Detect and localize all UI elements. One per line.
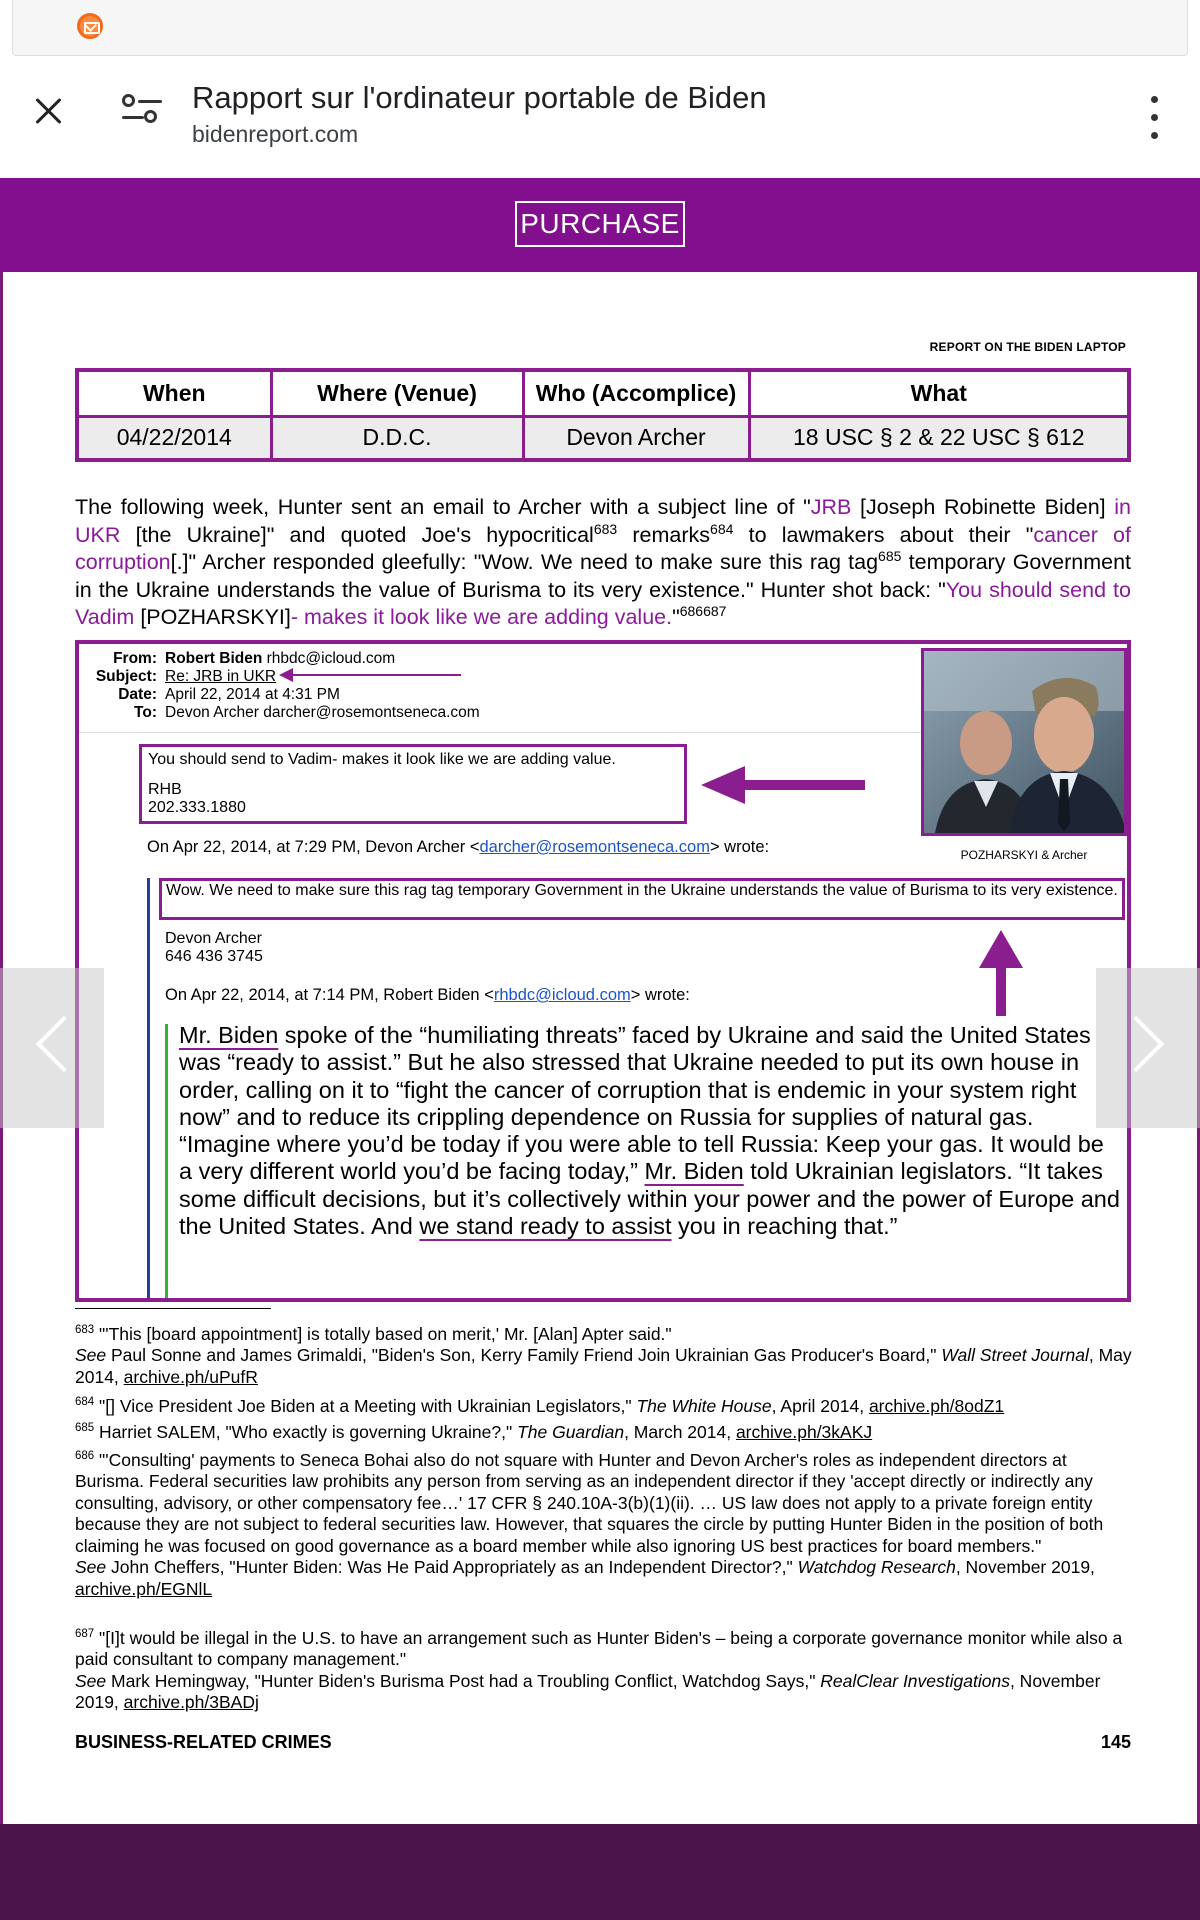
- cell-what: 18 USC § 2 & 22 USC § 612: [749, 416, 1129, 460]
- cell-who: Devon Archer: [523, 416, 749, 460]
- divider: [79, 732, 923, 733]
- col-where: Where (Venue): [271, 370, 523, 416]
- tune-icon[interactable]: [118, 86, 170, 138]
- subject-arrow: [291, 674, 461, 676]
- col-when: When: [77, 370, 271, 416]
- body-paragraph: The following week, Hunter sent an email to Archer with a subject line of "JRB [Joseph Robinette Biden] in UKR [the Ukraine]" and quoted Joe's hypocritical$^{683}$ remarks$^{684}$ to lawmakers about their "cancer of corruption[.]" Archer responded gleefully: "Wow. We need to make sure this rag tag$^{685}$ temporary Government in the Ukraine understands the value of Burisma to its very existence." Hunter shot back: "You should send to Vadim [POZHARSKYI]- makes it look like we are adding value."$^{686687}$: [75, 495, 1132, 629]
- biden-email-link[interactable]: rhbdc@icloud.com: [493, 986, 631, 1004]
- footnote-685: $^{685}$ Harriet SALEM, "Who exactly is governing Ukraine?," The Guardian, March 2014, archive.ph/3kAKJ: [75, 1421, 873, 1442]
- table-row: [77, 416, 1129, 460]
- purchase-banner: [0, 178, 1200, 272]
- footnote-686: $^{686}$ "'Consulting' payments to Seneca Bohai also do not square with Hunter and Devon Archer's roles as independent directors at Burisma. Federal securities law prohibits any person from serving as an independent director if they 'accept directly or indirectly any consulting, advisory, or other compensatory fee…' 17 CFR § 240.10A-3(b)(1)(ii). … US law does not apply to a private foreign entity because they are not subject to federal securities law. However, that squares the circle by putting Hunter Biden in the position of both claiming he was focused on good governance as a board member while also ignoring US best practices for board members." See John Cheffers, "Hunter Biden: Was He Paid Appropriately as an Independent Director?," Watchdog Research, November 2019, archive.ph/EGNlL: [75, 1449, 1104, 1599]
- section-title: BUSINESS-RELATED CRIMES: [75, 1732, 332, 1752]
- footnote-rule: [75, 1308, 271, 1309]
- arrow-left-icon: [701, 766, 867, 804]
- footnote-687: $^{687}$ "[I]t would be illegal in the U.S. to have an arrangement such as Hunter Biden's – being a corporate governance monitor while also a paid consultant to company management." See Mark Hemingway, "Hunter Biden's Burisma Post had a Troubling Conflict, Watchdog Says," RealClear Investigations, November 2019, archive.ph/3BADj: [75, 1627, 1123, 1713]
- purchase-button[interactable]: PURCHASE: [515, 201, 685, 247]
- quote-attribution-2: On Apr 22, 2014, at 7:14 PM, Robert Biden <rhbdc@icloud.com> wrote:: [165, 986, 690, 1004]
- quoted-article: Mr. Biden spoke of the “humiliating threats” faced by Ukraine and said the United States was “ready to assist.” But he also stressed that Ukraine needed to put its own house in order, calling on it to “fight the cancer of corruption that is endemic in your system right now” and to reduce its crippling dependence on Russia for supplies of natural gas. “Imagine where you’d be today if you were able to tell Russia: Keep your gas. It would be a very different world you’d be facing today,” Mr. Biden told Ukrainian legislators. “It takes some difficult decisions, but it’s collectively within your power and the power of Europe and the United States. And we stand ready to assist you in reaching that.”: [179, 1022, 1120, 1240]
- footnote-link[interactable]: archive.ph/3BADj: [123, 1692, 259, 1713]
- chevron-left-icon[interactable]: [0, 968, 104, 1128]
- crime-table: [75, 368, 1131, 462]
- col-what: What: [749, 370, 1129, 416]
- footnote-link[interactable]: archive.ph/3kAKJ: [735, 1421, 873, 1442]
- photo-caption: POZHARSKYI & Archer: [960, 848, 1088, 862]
- document-page: [0, 272, 1200, 1824]
- quote-bar: [147, 878, 150, 1302]
- chevron-right-icon[interactable]: [1096, 968, 1200, 1128]
- footnote-683: $^{683}$ "'This [board appointment] is totally based on merit,' Mr. [Alan] Apter said." See Paul Sonne and James Grimaldi, "Biden's Son, Kerry Family Friend Join Ukrainian Gas Producer's Board," Wall Street Journal, May 2014, archive.ph/uPufR: [75, 1323, 1132, 1387]
- more-vert-icon[interactable]: [1134, 90, 1174, 146]
- archer-signature: Devon Archer 646 436 3745: [165, 930, 263, 965]
- email-header: From: Robert Biden rhbdc@icloud.com Subject: Re: JRB in UKR Date: April 22, 2014 at 4:31 PM To: Devon Archer darcher@rosemontseneca.com: [95, 650, 480, 721]
- table-header-row: [77, 370, 1129, 416]
- footnote-link[interactable]: archive.ph/8odZ1: [868, 1395, 1005, 1416]
- footnote-684: $^{684}$ "[] Vice President Joe Biden at a Meeting with Ukrainian Legislators," The White House, April 2014, archive.ph/8odZ1: [75, 1395, 1005, 1416]
- email-evidence: [75, 640, 1131, 1302]
- col-who: Who (Accomplice): [523, 370, 749, 416]
- close-icon[interactable]: [22, 84, 74, 136]
- quote-attribution-1: On Apr 22, 2014, at 7:29 PM, Devon Archer <darcher@rosemontseneca.com> wrote:: [147, 838, 770, 856]
- cell-where: D.D.C.: [271, 416, 523, 460]
- archer-quote-highlight: Wow. We need to make sure this rag tag temporary Government in the Ukraine understands the value of Burisma to its very existence.: [159, 878, 1125, 920]
- archer-email-link[interactable]: darcher@rosemontseneca.com: [479, 838, 710, 856]
- footnote-link[interactable]: archive.ph/uPufR: [123, 1366, 258, 1387]
- notification-icon[interactable]: [77, 13, 103, 39]
- running-header: REPORT ON THE BIDEN LAPTOP: [929, 340, 1126, 354]
- page-title: Rapport sur l'ordinateur portable de Biden: [192, 80, 767, 115]
- footnote-link[interactable]: archive.ph/EGNlL: [75, 1578, 213, 1599]
- quote-bar-inner: [165, 1024, 168, 1302]
- cell-when: 04/22/2014: [77, 416, 271, 460]
- reply-highlight: You should send to Vadim- makes it look like we are adding value. RHB 202.333.1880: [139, 744, 687, 824]
- page-url[interactable]: bidenreport.com: [192, 121, 359, 147]
- page-footer: [75, 1732, 1131, 1753]
- page-number: 145: [1100, 1732, 1131, 1752]
- notification-strip: [12, 0, 1188, 56]
- custom-tab-toolbar: [0, 56, 1200, 178]
- pozharskyi-archer-photo: [921, 648, 1127, 836]
- bottom-band: [0, 1824, 1200, 1920]
- arrow-up-icon: [979, 930, 1023, 1016]
